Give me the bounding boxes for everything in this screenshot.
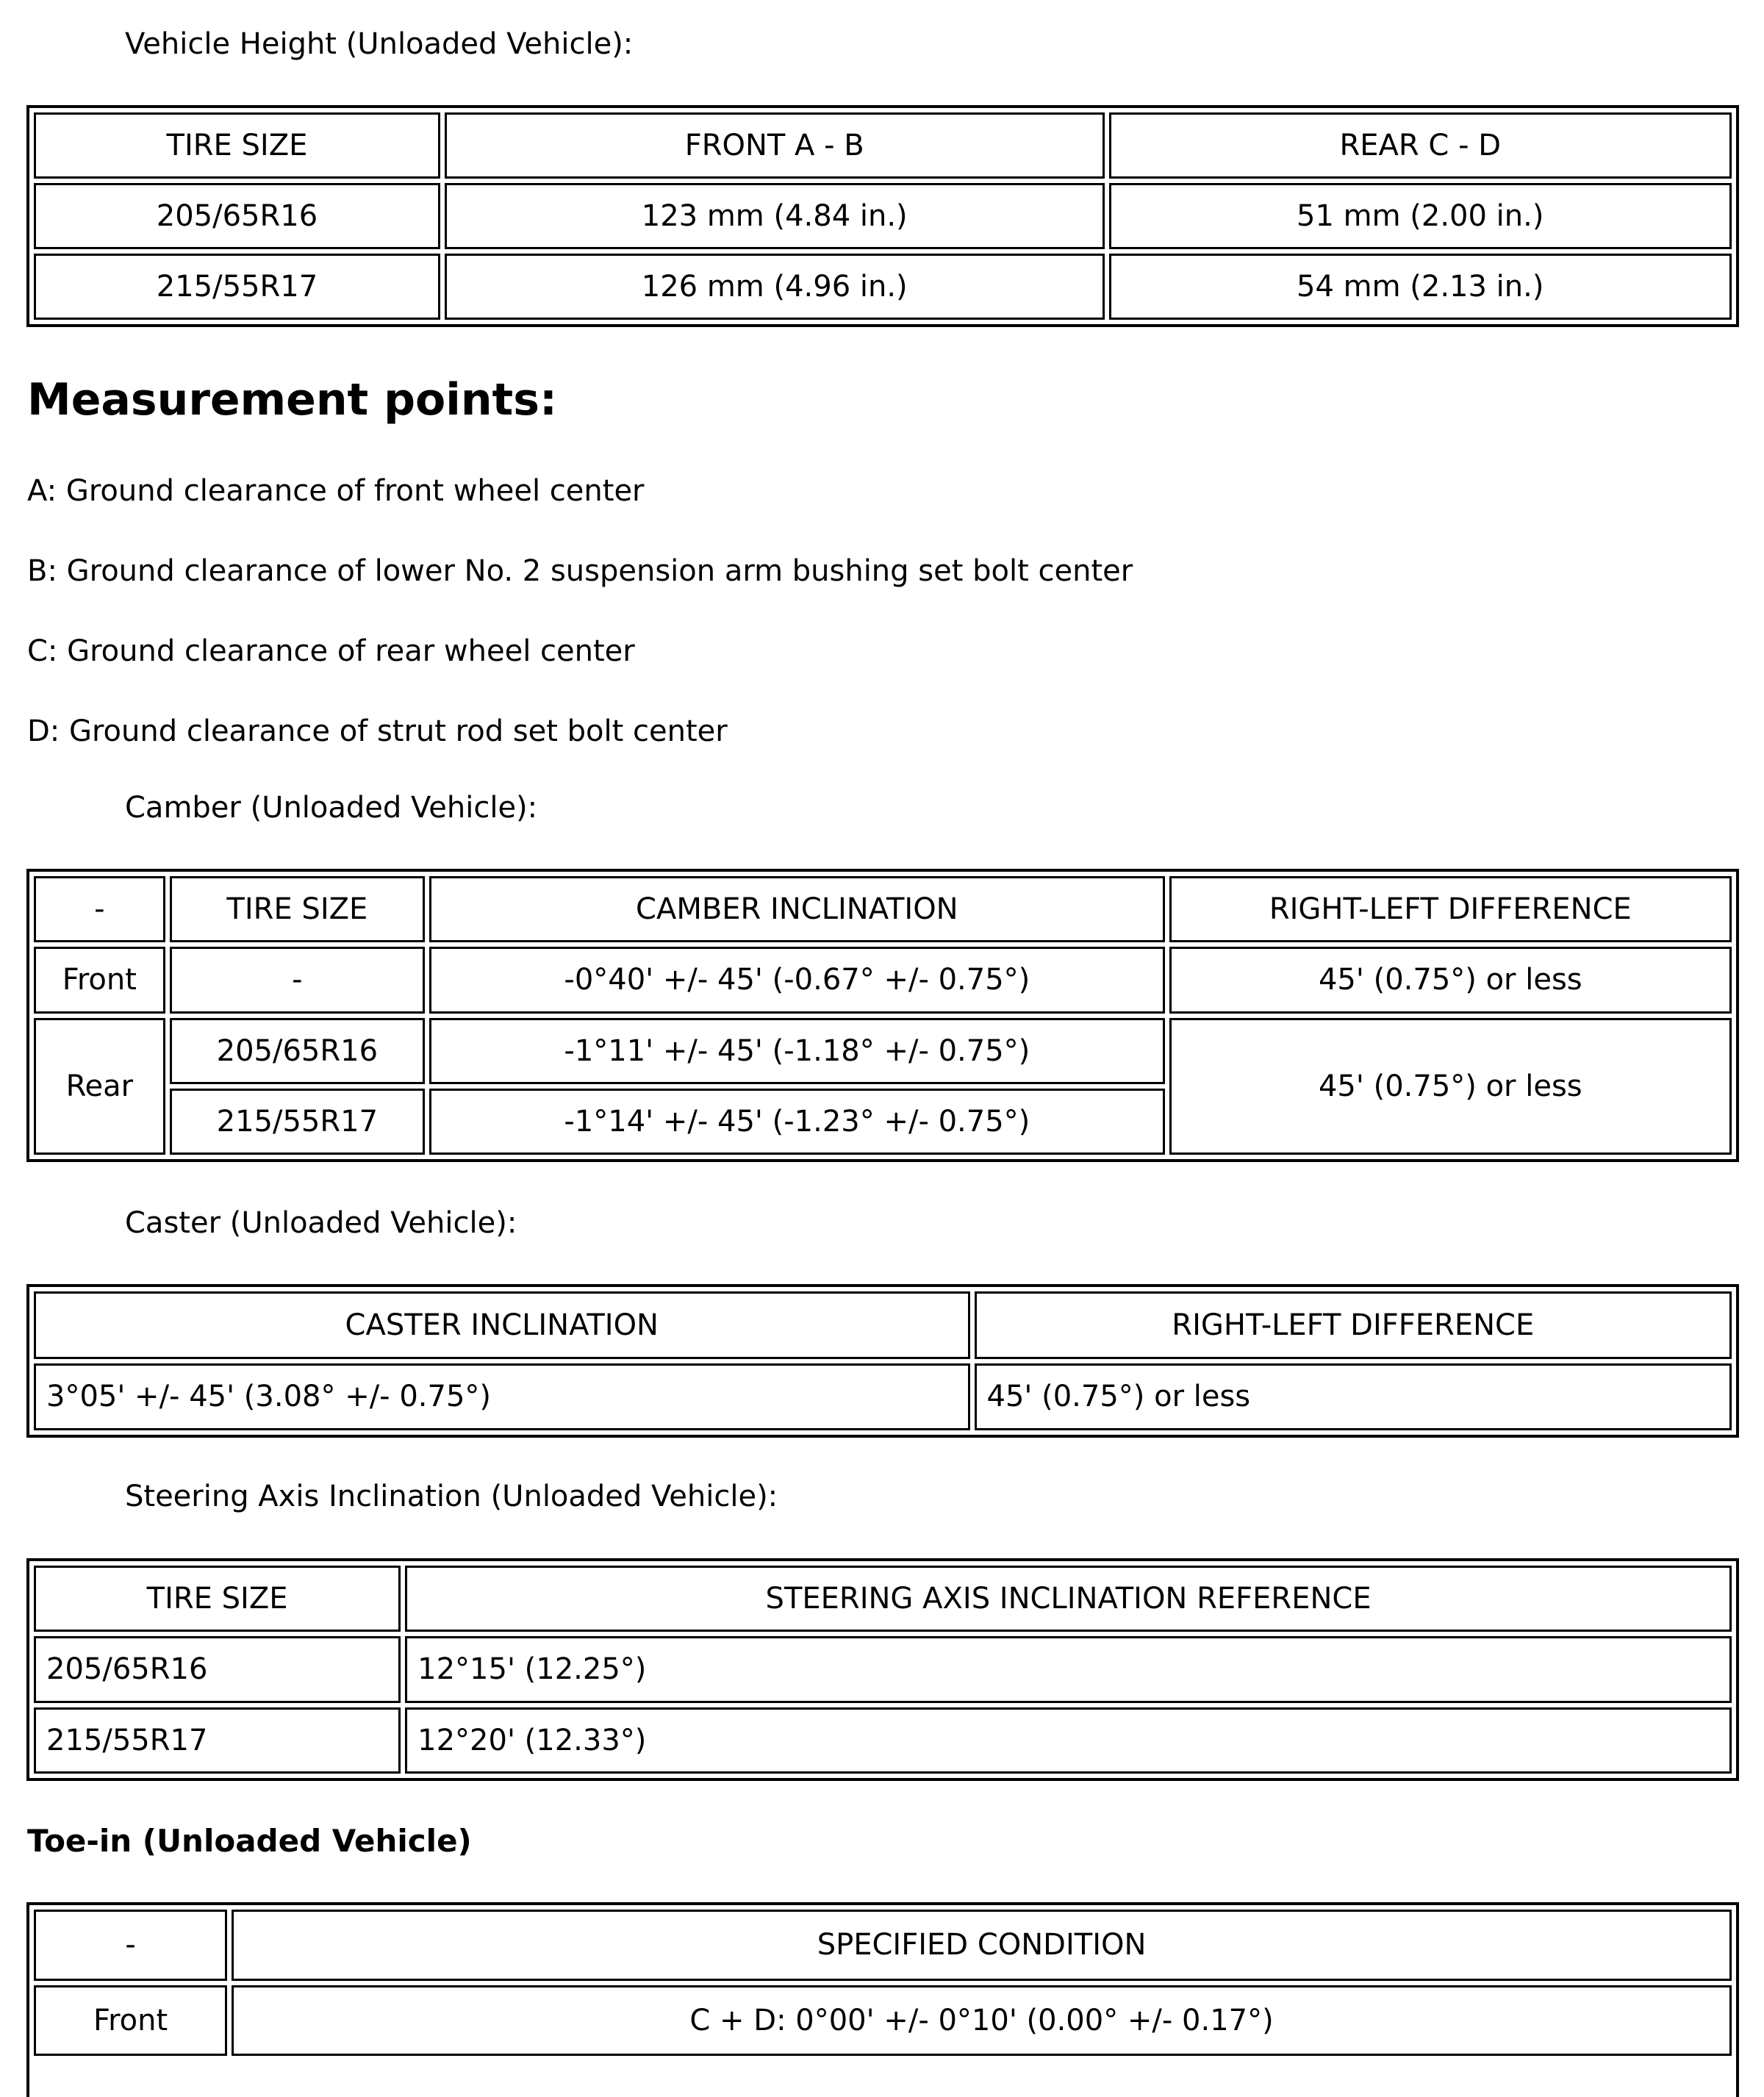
- table-cell: 45' (0.75°) or less: [975, 1363, 1732, 1431]
- toe-in-heading: Toe-in (Unloaded Vehicle): [27, 1823, 472, 1859]
- vehicle-height-table: [26, 105, 1739, 327]
- header-cell: -: [34, 876, 165, 942]
- table-cell: 205/65R16: [170, 1018, 425, 1084]
- measurement-points-heading: Measurement points:: [27, 374, 557, 426]
- table-cell: 45' (0.75°) or less: [1169, 947, 1732, 1013]
- header-cell: FRONT A - B: [445, 112, 1105, 179]
- table-cell: 215/55R17: [170, 1089, 425, 1155]
- table-cell: 215/55R17: [34, 1707, 401, 1774]
- header-cell: TIRE SIZE: [170, 876, 425, 942]
- table-row: [34, 947, 1732, 1013]
- camber-table: [26, 869, 1739, 1162]
- measurement-point-d: D: Ground clearance of strut rod set bolt center: [27, 714, 728, 748]
- table-row: [34, 1985, 1732, 2057]
- table-cell: 205/65R16: [34, 183, 440, 249]
- caster-caption: Caster (Unloaded Vehicle):: [125, 1206, 517, 1240]
- row-label: Front: [34, 1985, 227, 2057]
- table-cell: -: [170, 947, 425, 1013]
- table-cell: 12°15' (12.25°): [405, 1636, 1732, 1702]
- table-header-row: [34, 876, 1732, 942]
- toe-in-table: [26, 1902, 1739, 2097]
- steering-axis-caption: Steering Axis Inclination (Unloaded Vehicle):: [125, 1480, 778, 1513]
- table-cell: -0°40' +/- 45' (-0.67° +/- 0.75°): [429, 947, 1165, 1013]
- table-cell: 51 mm (2.00 in.): [1109, 183, 1732, 249]
- camber-caption: Camber (Unloaded Vehicle):: [125, 791, 538, 825]
- vehicle-height-caption: Vehicle Height (Unloaded Vehicle):: [125, 27, 634, 61]
- table-cell: 215/55R17: [34, 254, 440, 320]
- header-cell: -: [34, 1910, 227, 1981]
- row-label: Rear: [34, 1018, 165, 1155]
- table-cell: 12°20' (12.33°): [405, 1707, 1732, 1774]
- table-cell: 123 mm (4.84 in.): [445, 183, 1105, 249]
- measurement-point-a: A: Ground clearance of front wheel center: [27, 474, 645, 508]
- steering-axis-table: [26, 1558, 1739, 1781]
- table-row: [34, 1363, 1732, 1431]
- table-cell: 54 mm (2.13 in.): [1109, 254, 1732, 320]
- measurement-point-c: C: Ground clearance of rear wheel center: [27, 634, 635, 668]
- table-header-row: [34, 1566, 1732, 1632]
- caster-table: [26, 1284, 1739, 1438]
- header-cell: SPECIFIED CONDITION: [232, 1910, 1732, 1981]
- header-cell: CAMBER INCLINATION: [429, 876, 1165, 942]
- table-cell: 45' (0.75°) or less: [1169, 1018, 1732, 1155]
- table-row: [34, 1636, 1732, 1702]
- table-header-row: [34, 1910, 1732, 1981]
- header-cell: RIGHT-LEFT DIFFERENCE: [975, 1291, 1732, 1359]
- table-cell: 126 mm (4.96 in.): [445, 254, 1105, 320]
- header-cell: RIGHT-LEFT DIFFERENCE: [1169, 876, 1732, 942]
- header-cell: TIRE SIZE: [34, 1566, 401, 1632]
- table-cell: -1°11' +/- 45' (-1.18° +/- 0.75°): [429, 1018, 1165, 1084]
- table-header-row: [34, 1291, 1732, 1359]
- table-row: [34, 183, 1732, 249]
- row-label: Front: [34, 947, 165, 1013]
- measurement-point-b: B: Ground clearance of lower No. 2 suspension arm bushing set bolt center: [27, 554, 1133, 588]
- header-cell: STEERING AXIS INCLINATION REFERENCE: [405, 1566, 1732, 1632]
- table-header-row: [34, 112, 1732, 179]
- table-row: [34, 254, 1732, 320]
- header-cell: CASTER INCLINATION: [34, 1291, 970, 1359]
- header-cell: TIRE SIZE: [34, 112, 440, 179]
- table-cell: 205/65R16: [34, 1636, 401, 1702]
- table-cell: C + D: 0°00' +/- 0°10' (0.00° +/- 0.17°): [232, 1985, 1732, 2057]
- table-row: [34, 1018, 1732, 1084]
- header-cell: REAR C - D: [1109, 112, 1732, 179]
- table-cell: 3°05' +/- 45' (3.08° +/- 0.75°): [34, 1363, 970, 1431]
- table-row: [34, 1707, 1732, 1774]
- table-cell: -1°14' +/- 45' (-1.23° +/- 0.75°): [429, 1089, 1165, 1155]
